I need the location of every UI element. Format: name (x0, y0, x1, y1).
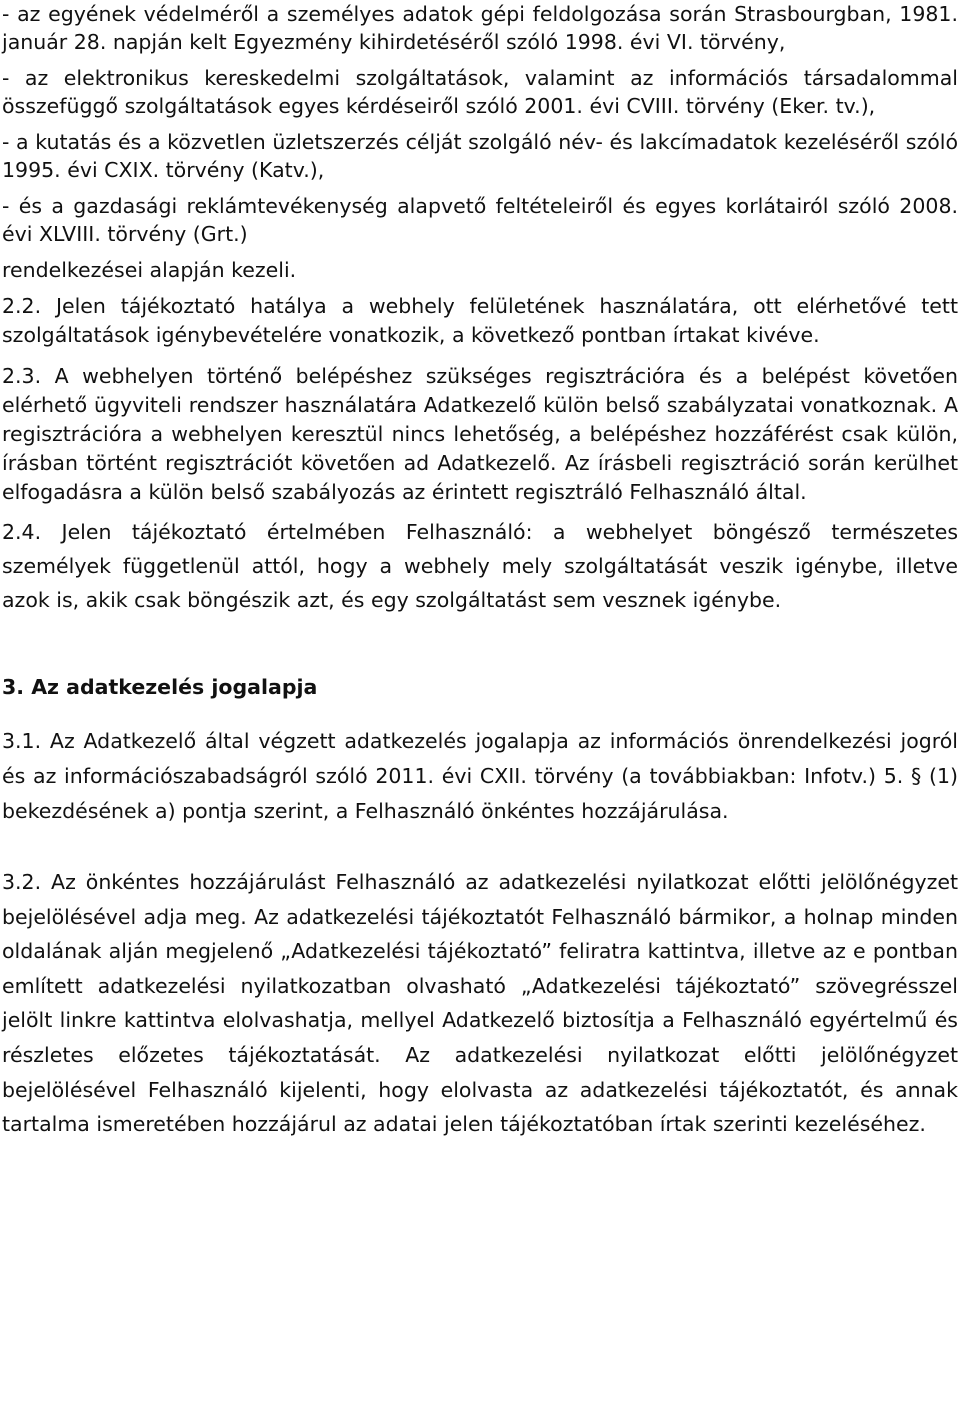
law-list (2, 0, 958, 284)
section-3-heading: 3. Az adatkezelés jogalapja (2, 675, 318, 699)
paragraph-2-2: 2.2. Jelen tájékoztató hatálya a webhely felületének használatára, ott elérhetővé tett szolgáltatások igénybevételére vonatkozik, a következő pontban írtakat kivéve. (2, 294, 958, 347)
list-item: - az egyének védelméről a személyes adatok gépi feldolgozása során Strasbourgban, 1981. január 28. napján kelt Egyezmény kihirdetéséről szóló 1998. évi VI. törvény, (2, 2, 958, 54)
list-item: - és a gazdasági reklámtevékenység alapvető feltételeiről és egyes korlátairól szóló 2008. évi XLVIII. törvény (Grt.) (2, 194, 958, 246)
paragraph-2-3: 2.3. A webhelyen történő belépéshez szükséges regisztrációra és a belépést követően elérhető ügyviteli rendszer használatára Adatkezelő külön belső szabályzatai vonatkoznak. A regisztrációra a webhelyen keresztül nincs lehetőség, a belépéshez hozzáférést csak külön, írásban történt regisztrációt követően ad Adatkezelő. Az írásbeli regisztráció során kerülhet elfogadásra a külön belső szabályozás az érintett regisztráló Felhasználó által. (2, 364, 958, 504)
list-item: - a kutatás és a közvetlen üzletszerzés célját szolgáló név- és lakcímadatok kezeléséről szóló 1995. évi CXIX. törvény (Katv.), (2, 130, 958, 182)
list-item: - az elektronikus kereskedelmi szolgáltatások, valamint az információs társadalommal összefüggő szolgáltatások egyes kérdéseiről szóló 2001. évi CVIII. törvény (Eker. tv.), (2, 66, 958, 118)
paragraph-2-4: 2.4. Jelen tájékoztató értelmében Felhasználó: a webhelyet böngésző természetes személyek függetlenül attól, hogy a webhely mely szolgáltatását veszik igénybe, illetve azok is, akik csak böngészik azt, és egy szolgáltatást sem vesznek igénybe. (2, 520, 958, 612)
paragraph-3-2: 3.2. Az önkéntes hozzájárulást Felhasználó az adatkezelési nyilatkozat előtti jelölőnégyzet bejelölésével adja meg. Az adatkezelési tájékoztatót Felhasználó bármikor, a holnap minden oldalának alján megjelenő „Adatkezelési tájékoztató” feliratra kattintva, illetve az e pontban említett adatkezelési nyilatkozatban olvasható „Adatkezelési tájékoztató” szövegrésszel jelölt linkre kattintva elolvashatja, mellyel Adatkezelő biztosítja a Felhasználó egyértelmű és részletes előzetes tájékoztatását. Az adatkezelési nyilatkozat előtti jelölőnégyzet bejelölésével Felhasználó kijelenti, hogy elolvasta az adatkezelési tájékoztatót, és annak tartalma ismeretében hozzájárul az adatai jelen tájékoztatóban írtak szerinti kezeléséhez. (2, 870, 958, 1137)
list-closing: rendelkezései alapján kezeli. (2, 258, 297, 282)
paragraph-3-1: 3.1. Az Adatkezelő által végzett adatkezelés jogalapja az információs önrendelkezési jogról és az információszabadságról szóló 2011. évi CXII. törvény (a továbbiakban: Infotv.) 5. § (1) bekezdésének a) pontja szerint, a Felhasználó önkéntes hozzájárulása. (2, 729, 958, 823)
